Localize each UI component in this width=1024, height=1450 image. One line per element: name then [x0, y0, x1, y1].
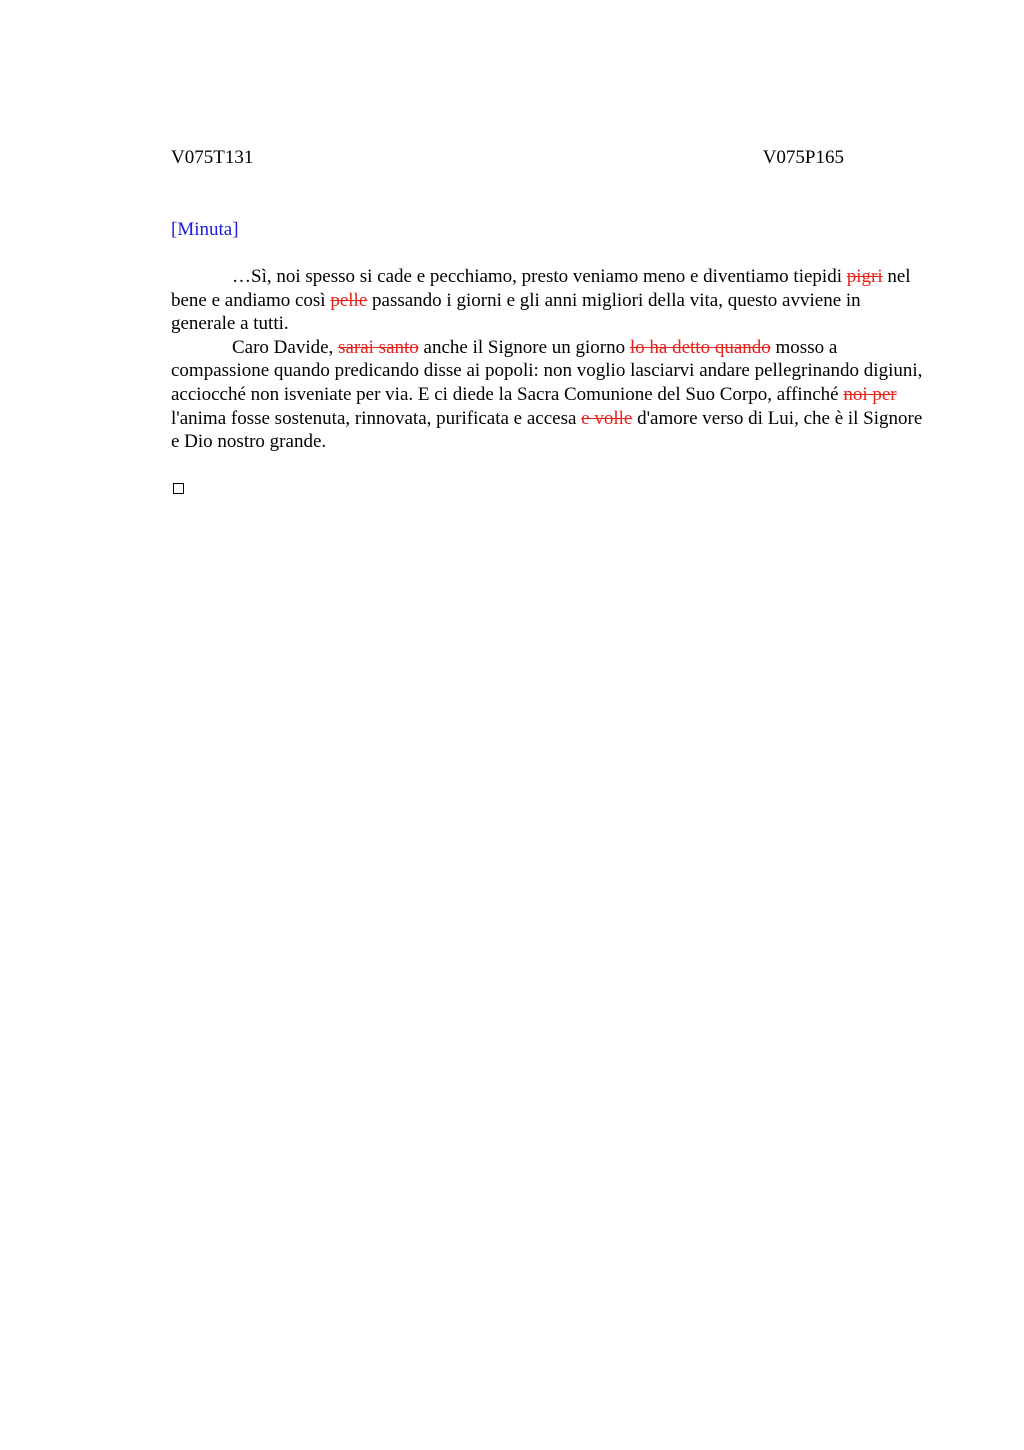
document-code-right: V075P165: [762, 147, 844, 168]
letter-body: [171, 265, 923, 454]
text-run: mosso a compassione quando predicando disse ai popoli: non voglio lasciarvi andare pellegrinando digiuni, acciocché non isveniate per via. E ci diede la Sacra Comunione del Suo Corpo, affinché: [171, 336, 923, 405]
text-run: anche il Signore un giorno: [418, 336, 630, 358]
deleted-text: pigri: [846, 266, 883, 287]
text-run: …Sì, noi spesso si cade e pecchiamo, presto veniamo meno e diventiamo tiepidi: [232, 266, 847, 287]
deleted-text: noi per: [843, 383, 897, 405]
deleted-text: e volle: [581, 407, 633, 429]
text-run: Caro Davide,: [232, 336, 339, 358]
deleted-text: pelle: [330, 289, 368, 311]
square-outline-icon: [173, 483, 184, 494]
document-header: [171, 146, 844, 170]
text-run: d'amore verso di Lui, che è il Signore e Dio nostro grande.: [171, 407, 923, 453]
deleted-text: sarai santo: [338, 336, 419, 358]
text-run: passando i giorni e gli anni migliori della vita, questo avviene in generale a tutti.: [171, 289, 861, 335]
paragraph-2: [171, 336, 923, 454]
text-run: l'anima fosse sostenuta, rinnovata, purificata e accesa: [171, 407, 582, 429]
paragraph-1: [171, 265, 923, 336]
deleted-text: lo ha detto quando: [629, 336, 771, 358]
text-run: nel bene e andiamo così: [171, 266, 911, 311]
section-label: [Minuta]: [171, 219, 239, 240]
document-code-left: V075T131: [171, 147, 254, 168]
